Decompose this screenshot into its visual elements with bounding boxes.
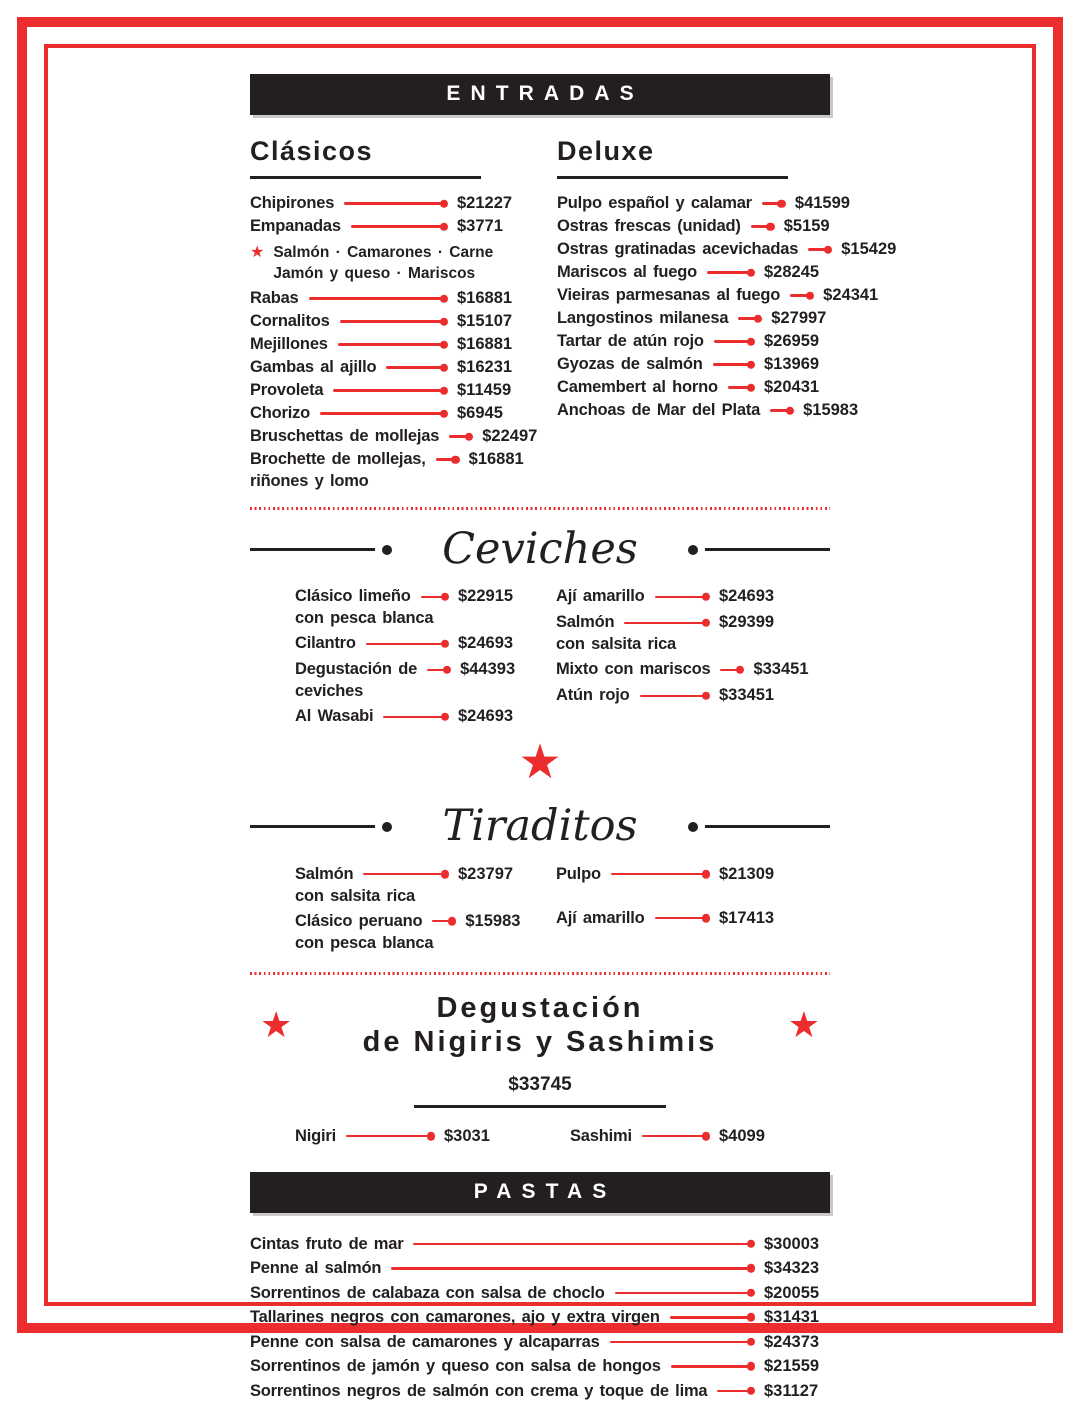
item-label: Mejillones — [250, 335, 328, 353]
item-label: Langostinos milanesa — [557, 309, 729, 327]
dotted-divider — [250, 507, 830, 510]
menu-item — [250, 356, 523, 379]
item-label: Empanadas — [250, 217, 341, 235]
menu-item — [556, 611, 785, 655]
item-sublabel: con salsita rica — [295, 886, 416, 905]
item-label: Provoleta — [250, 381, 324, 399]
item-price: $31127 — [764, 1381, 819, 1400]
item-label: Atún rojo — [556, 686, 630, 705]
item-price: $16231 — [457, 358, 513, 376]
item-label: Chorizo — [250, 404, 311, 422]
item-label: Sorrentinos negros de salmón con crema y toque de lima — [250, 1381, 708, 1400]
item-label: Salmón — [556, 613, 615, 632]
leader-line — [670, 1316, 751, 1319]
item-price: $15107 — [457, 312, 513, 330]
menu-item — [556, 684, 785, 707]
menu-item — [557, 330, 830, 353]
tiraditos-heading — [250, 803, 830, 850]
leader-line — [421, 596, 445, 599]
entradas-columns — [250, 136, 897, 492]
ceviches-columns — [250, 585, 830, 731]
item-label: Vieiras parmesanas al fuego — [557, 286, 781, 304]
leader-line — [344, 202, 444, 205]
column-title-clasicos: Clásicos — [250, 136, 481, 179]
item-price: $26959 — [764, 332, 820, 350]
item-price: $24373 — [764, 1332, 820, 1351]
menu-item — [250, 425, 538, 448]
leader-line — [790, 294, 810, 297]
item-price: $44393 — [460, 660, 516, 679]
leader-line — [671, 1365, 751, 1368]
menu-item — [250, 333, 523, 356]
column-deluxe — [557, 136, 897, 492]
item-label: Clásico peruano — [295, 911, 423, 930]
item-label: Salmón — [295, 864, 354, 883]
item-price: $30003 — [764, 1234, 820, 1253]
tiraditos-left-column — [295, 863, 524, 957]
menu-item — [250, 310, 523, 333]
degustacion-title-line1: Degustación — [436, 991, 644, 1024]
item-price: $33451 — [719, 686, 775, 705]
pastas-list — [250, 1232, 830, 1403]
ceviches-right-column — [556, 585, 809, 731]
item-price: $33451 — [753, 660, 809, 679]
item-price: $17413 — [719, 908, 775, 927]
menu-item — [557, 376, 830, 399]
item-label: Bruschettas de mollejas — [250, 427, 440, 445]
menu-item — [557, 399, 859, 422]
item-label: Pulpo español y calamar — [557, 194, 752, 212]
menu-item — [250, 448, 523, 492]
item-label: Ostras frescas (unidad) — [557, 217, 741, 235]
menu-item — [295, 632, 524, 655]
decorative-line — [705, 825, 830, 828]
leader-line — [751, 225, 771, 228]
degustacion-section — [250, 991, 830, 1148]
item-label: Sashimi — [570, 1126, 632, 1145]
leader-line — [615, 1292, 751, 1295]
leader-line — [309, 297, 444, 300]
leader-line — [386, 366, 444, 369]
item-price: $24693 — [458, 634, 514, 653]
degustacion-items — [250, 1125, 830, 1148]
menu-item — [250, 1232, 830, 1257]
item-price: $21309 — [719, 864, 775, 883]
menu-item — [250, 287, 523, 310]
leader-line — [640, 695, 706, 698]
menu-item — [556, 585, 785, 608]
leader-line — [340, 320, 444, 323]
item-price: $3771 — [457, 217, 503, 235]
item-price: $15429 — [841, 240, 897, 258]
leader-line — [366, 643, 445, 646]
decorative-dot — [688, 822, 698, 832]
degustacion-title-line2: de Nigiris y Sashimis — [362, 1025, 718, 1058]
menu-item — [295, 705, 524, 728]
leader-line — [320, 412, 444, 415]
item-price: $11459 — [457, 381, 512, 399]
item-sublabel: con pesca blanca — [295, 609, 434, 628]
item-price: $22915 — [458, 587, 514, 606]
item-label: Degustación de — [295, 660, 418, 679]
menu-item — [557, 307, 830, 330]
menu-item — [250, 1379, 830, 1403]
leader-line — [391, 1267, 751, 1270]
item-price: $13969 — [764, 355, 820, 373]
item-label: Ají amarillo — [556, 908, 645, 927]
item-price: $23797 — [458, 864, 514, 883]
item-label: Cintas fruto de mar — [250, 1234, 404, 1253]
leader-line — [762, 202, 782, 205]
item-price: $29399 — [719, 613, 775, 632]
item-label: Gambas al ajillo — [250, 358, 377, 376]
menu-item — [295, 910, 524, 954]
note-line-2: Jamón y queso · Mariscos — [273, 265, 476, 282]
ceviches-left-column — [295, 585, 524, 731]
menu-item — [250, 1256, 830, 1281]
leader-line — [720, 669, 740, 672]
menu-item — [295, 1125, 510, 1148]
item-sublabel: riñones y lomo — [250, 472, 369, 490]
star-icon: ★ — [250, 244, 265, 261]
menu-item — [556, 863, 785, 886]
menu-item — [250, 1354, 830, 1379]
leader-line — [413, 1243, 751, 1246]
menu-item — [557, 238, 897, 261]
item-label: Ostras gratinadas acevichadas — [557, 240, 799, 258]
menu-item — [250, 215, 523, 238]
item-label: Ají amarillo — [556, 587, 645, 606]
menu-item — [570, 1125, 785, 1148]
item-label: Gyozas de salmón — [557, 355, 703, 373]
menu-item — [295, 863, 524, 907]
empanadas-flavors-note — [250, 242, 523, 284]
tiraditos-columns — [250, 863, 830, 957]
menu-item — [557, 192, 850, 215]
leader-line — [427, 669, 447, 672]
decorative-dot — [382, 545, 392, 555]
item-price: $16881 — [457, 335, 513, 353]
star-icon: ★ — [787, 1003, 820, 1045]
item-price: $3031 — [444, 1126, 490, 1145]
item-label: Tallarines negros con camarones, ajo y extra virgen — [250, 1308, 660, 1327]
leader-line — [383, 716, 445, 719]
decorative-line — [705, 548, 830, 551]
leader-line — [713, 363, 751, 366]
leader-line — [738, 317, 758, 320]
leader-line — [346, 1135, 431, 1138]
leader-line — [707, 271, 751, 274]
leader-line — [624, 622, 706, 625]
item-label: Penne al salmón — [250, 1259, 382, 1278]
leader-line — [363, 873, 445, 876]
item-label: Sorrentinos de calabaza con salsa de choclo — [250, 1283, 605, 1302]
leader-line — [714, 340, 751, 343]
decorative-line — [414, 1105, 666, 1108]
item-price: $6945 — [457, 404, 503, 422]
decorative-dot — [688, 545, 698, 555]
item-price: $4099 — [719, 1126, 765, 1145]
ceviches-title: Ceviches — [442, 524, 638, 574]
menu-item — [250, 1305, 830, 1330]
menu-item — [250, 402, 523, 425]
menu-item — [295, 658, 524, 702]
item-price: $16881 — [457, 289, 513, 307]
item-label: Al Wasabi — [295, 707, 374, 726]
menu-page — [250, 0, 897, 1403]
item-price: $20055 — [764, 1283, 820, 1302]
menu-item — [250, 379, 523, 402]
leader-line — [655, 917, 706, 920]
dotted-divider — [250, 972, 830, 975]
item-price: $15983 — [465, 911, 521, 930]
item-label: Penne con salsa de camarones y alcaparras — [250, 1332, 600, 1351]
item-label: Pulpo — [556, 864, 601, 883]
leader-line — [717, 1390, 751, 1393]
item-price: $28245 — [764, 263, 820, 281]
item-label: Rabas — [250, 289, 299, 307]
item-label: Cornalitos — [250, 312, 330, 330]
item-price: $41599 — [794, 194, 850, 212]
item-price: $31431 — [764, 1308, 820, 1327]
leader-line — [432, 920, 452, 923]
leader-line — [351, 225, 444, 228]
decorative-line — [250, 825, 375, 828]
menu-item — [556, 658, 809, 681]
item-label: Anchoas de Mar del Plata — [557, 401, 761, 419]
item-label: Chipirones — [250, 194, 335, 212]
item-sublabel: con salsita rica — [556, 635, 677, 654]
leader-line — [436, 458, 456, 461]
leader-line — [611, 873, 706, 876]
item-price: $24341 — [823, 286, 879, 304]
tiraditos-title: Tiraditos — [442, 801, 638, 852]
item-price: $5159 — [783, 217, 830, 235]
item-price: $21227 — [457, 194, 513, 212]
item-label: Cilantro — [295, 634, 356, 653]
item-label: Mixto con mariscos — [556, 660, 711, 679]
star-icon: ★ — [260, 1003, 293, 1045]
item-price: $20431 — [764, 378, 820, 396]
item-price: $27997 — [771, 309, 827, 327]
item-price: $34323 — [764, 1259, 820, 1278]
decorative-dot — [382, 822, 392, 832]
menu-item — [250, 192, 523, 215]
note-line-1: Salmón · Camarones · Carne — [273, 244, 494, 261]
decorative-line — [250, 548, 375, 551]
item-sublabel: ceviches — [295, 682, 364, 701]
item-label: Clásico limeño — [295, 587, 411, 606]
degustacion-title — [302, 991, 777, 1059]
leader-line — [338, 343, 444, 346]
menu-item — [250, 1330, 830, 1355]
menu-item — [557, 261, 830, 284]
leader-line — [728, 386, 751, 389]
column-clasicos — [250, 136, 538, 492]
item-label: Brochette de mollejas, — [250, 450, 426, 468]
item-price: $21559 — [764, 1357, 820, 1376]
note-text — [273, 242, 493, 284]
item-price: $22497 — [482, 427, 538, 445]
item-price: $24693 — [458, 707, 514, 726]
leader-line — [770, 409, 790, 412]
degustacion-price: $33745 — [508, 1073, 572, 1095]
ceviches-heading — [250, 526, 830, 573]
leader-line — [333, 389, 444, 392]
item-label: Mariscos al fuego — [557, 263, 697, 281]
section-header-pastas: PASTAS — [250, 1172, 830, 1213]
leader-line — [642, 1135, 706, 1138]
leader-line — [808, 248, 828, 251]
leader-line — [610, 1341, 751, 1344]
star-icon: ★ — [518, 736, 562, 790]
section-header-entradas: ENTRADAS — [250, 74, 830, 115]
item-label: Sorrentinos de jamón y queso con salsa de hongos — [250, 1357, 661, 1376]
menu-item — [557, 215, 830, 238]
item-sublabel: con pesca blanca — [295, 933, 434, 952]
item-price: $16881 — [468, 450, 524, 468]
menu-item — [295, 585, 524, 629]
tiraditos-right-column — [556, 863, 785, 957]
item-price: $15983 — [803, 401, 859, 419]
menu-item — [250, 1281, 830, 1306]
item-label: Nigiri — [295, 1126, 336, 1145]
menu-item — [557, 353, 830, 376]
item-price: $24693 — [719, 587, 775, 606]
leader-line — [655, 596, 706, 599]
menu-item — [556, 907, 785, 930]
item-label: Camembert al horno — [557, 378, 718, 396]
menu-item — [557, 284, 879, 307]
leader-line — [449, 435, 469, 438]
column-title-deluxe: Deluxe — [557, 136, 788, 179]
item-label: Tartar de atún rojo — [557, 332, 704, 350]
degustacion-heading — [250, 991, 830, 1059]
